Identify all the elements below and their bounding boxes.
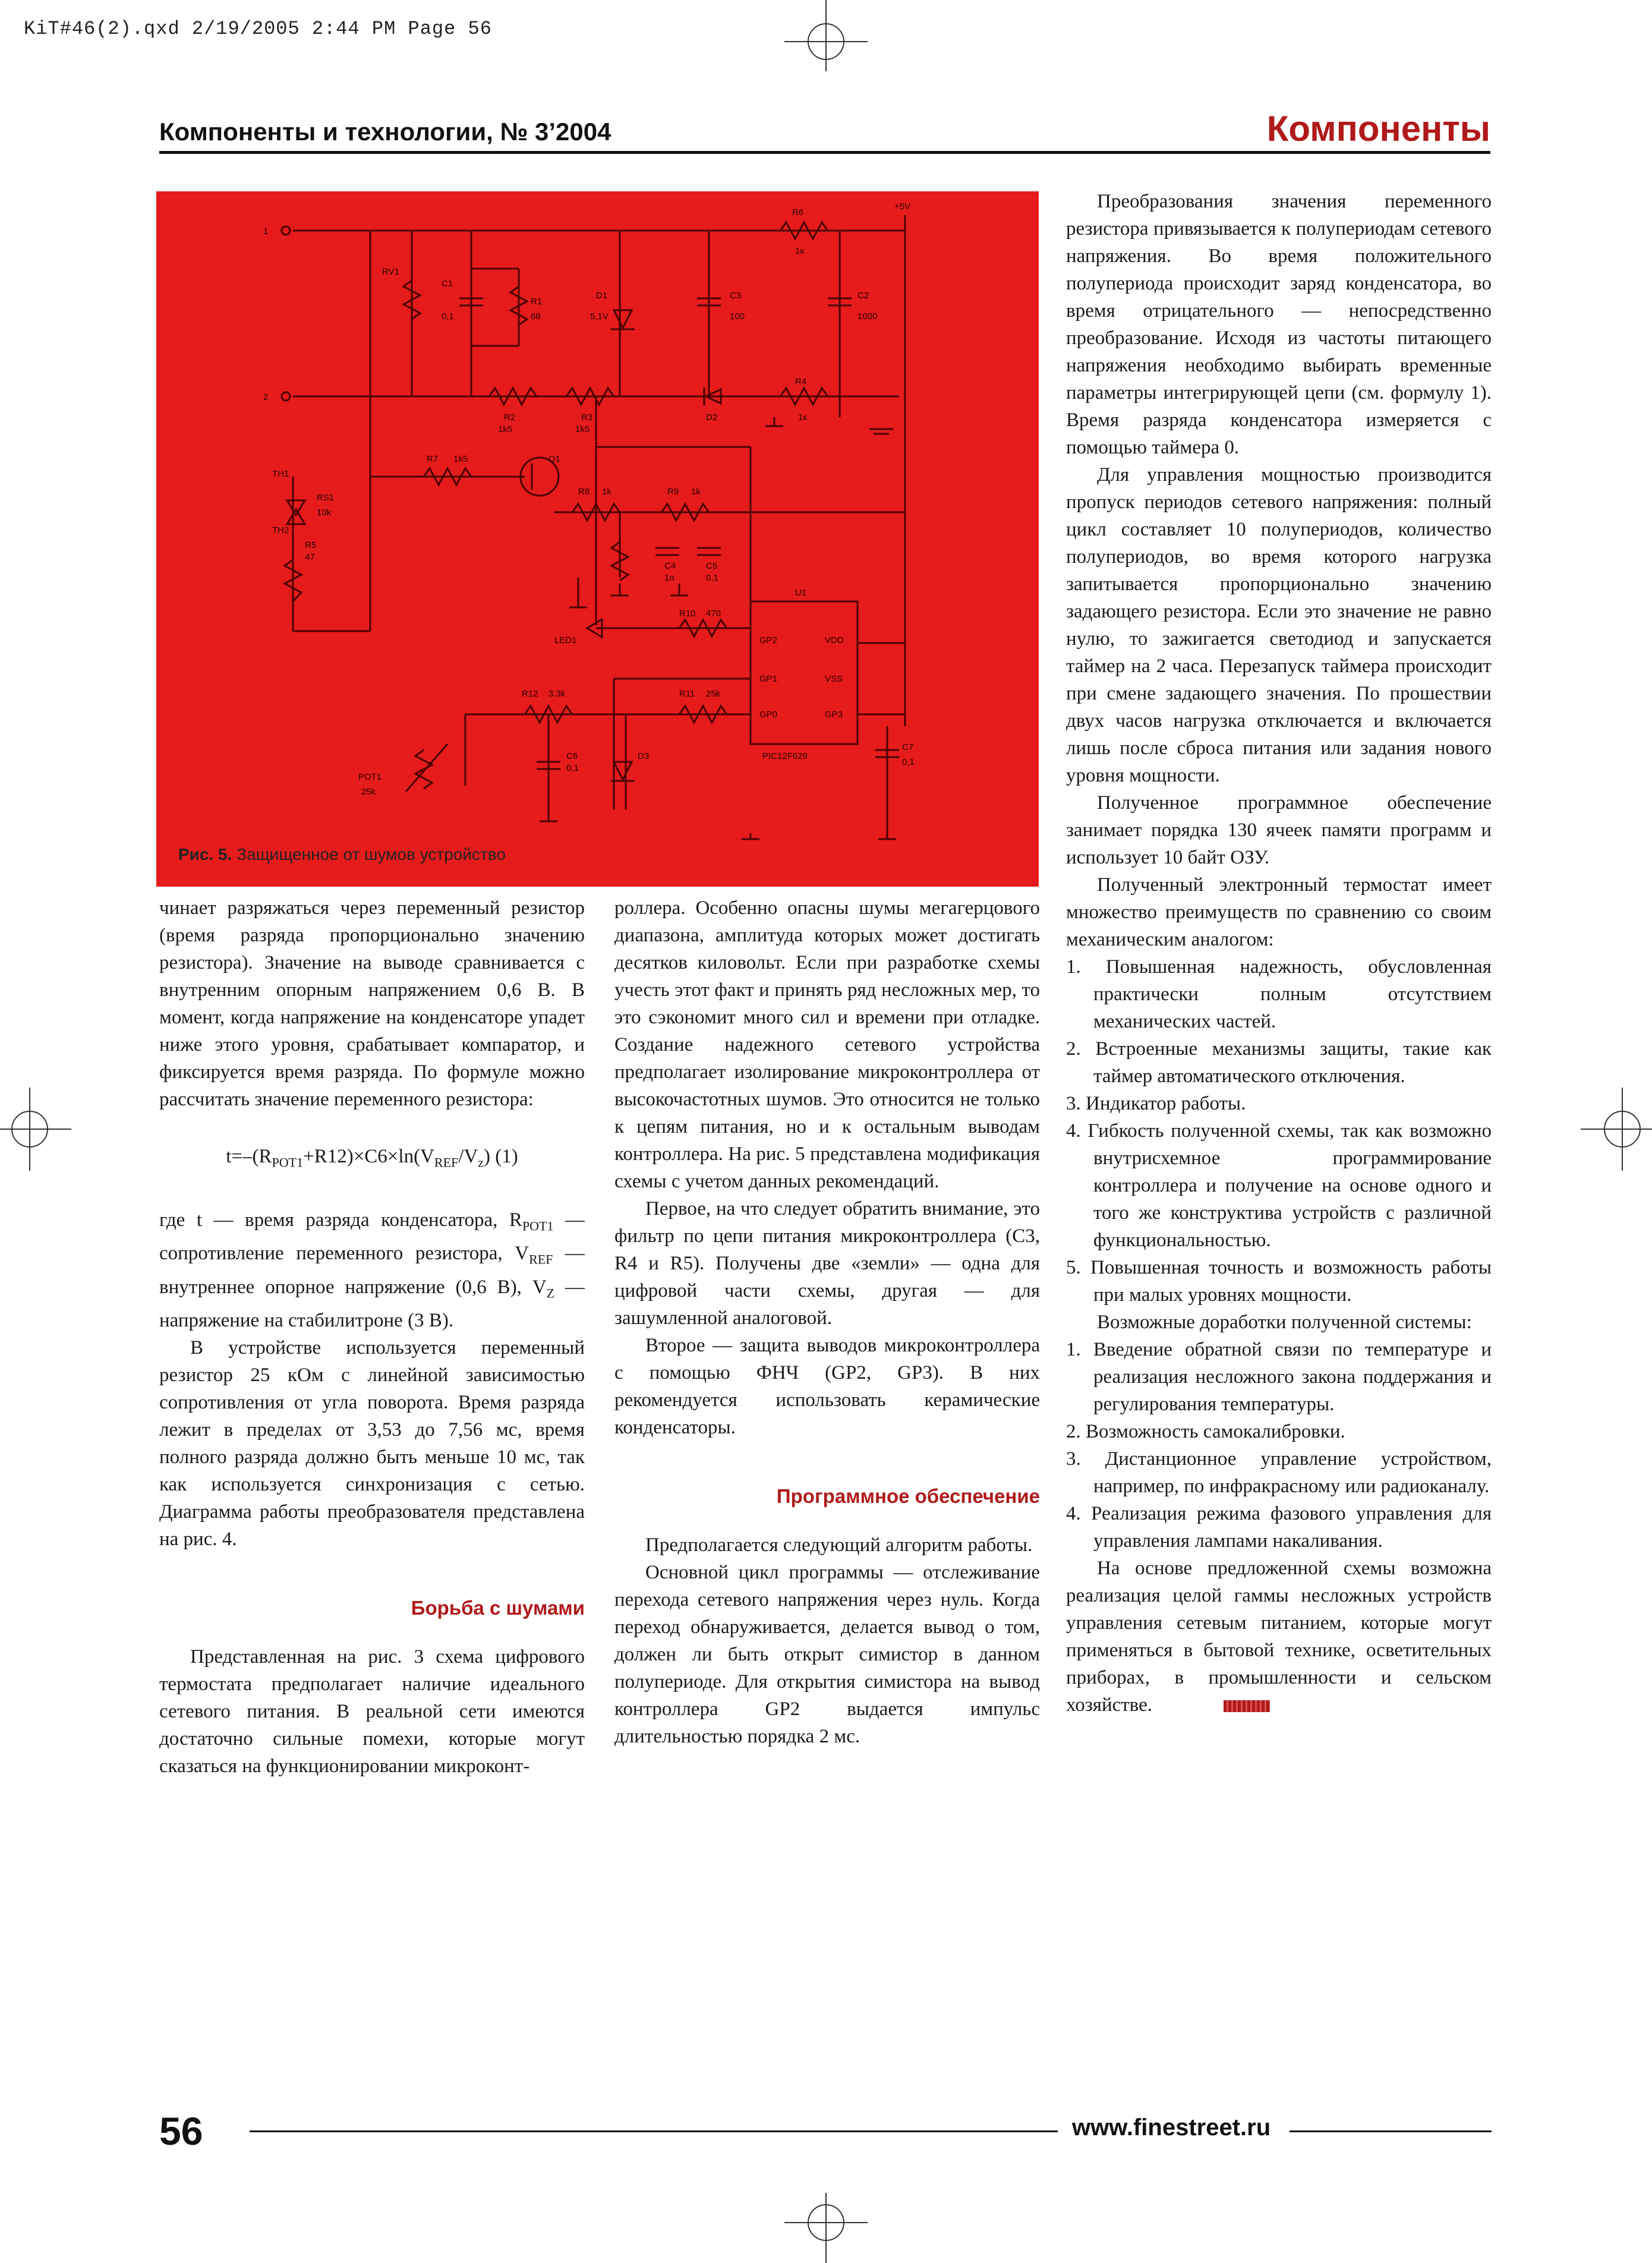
col3-paragraph-1: Преобразования значения переменного резистора привязывается к полупериодам сетевого напряжения. Во время положительного полупериода происходит заряд конденсатора, во время отрицательного — непосредственно преобразование. Исходя из частоты питающего напряжения необходимо выбирать временные параметры интегрирующей цепи (см. формулу 1). Время разряда конденсатора измеряется с помощью таймера 0. — [1066, 191, 1492, 458]
crop-mark-bottom — [767, 2193, 885, 2263]
header-rule — [159, 151, 1490, 154]
pin-gp3: GP3 — [825, 710, 843, 720]
r6-label: R6 — [792, 207, 804, 218]
r4-value: 1к — [798, 412, 807, 423]
c1-value: 0,1 — [442, 311, 454, 322]
column-3 — [1066, 188, 1492, 1719]
r11-label: R11 — [679, 689, 695, 699]
list1-item: 4. Гибкость полученной схемы, так как возможно внутрисхемное программирование контроллера и получение на основе одного и того же конструктива устройств с различной функциональностью. — [1066, 1120, 1492, 1251]
r4-label: R4 — [795, 377, 807, 387]
pin-vdd: VDD — [825, 635, 844, 645]
heading-software: Программное обеспечение — [776, 1485, 1040, 1507]
circuit-schematic — [156, 191, 1039, 887]
rs1-label: RS1 — [317, 493, 335, 503]
chip-label: PIC12F629 — [762, 751, 808, 761]
col3-paragraph-6-text: На основе предложенной схемы возможна реализация целой гаммы несложных устройств управления сетевым питанием, которые могут применяться в бытовой технике, осветительных приборах, в промышленности и сельском хозяйстве. — [1066, 1558, 1492, 1716]
r9-label: R9 — [667, 487, 679, 497]
pin-gp1: GP1 — [759, 674, 778, 684]
c3-label: C3 — [730, 291, 742, 301]
caption-text: Защищенное от шумов устройство — [232, 845, 506, 863]
col2-paragraph-1: роллера. Особенно опасны шумы мегагерцового диапазона, амплитуда которых может достигать десятков киловольт. Если при разработке схемы учесть этот факт и принять ряд несложных мер, то это сэкономит много сил и времени при отладке. Создание надежного сетевого устройства предполагает изолирование микроконтроллера от высокочастотных шумов. Это относится не только к цепям питания, но и к остальным выводам контроллера. На рис. 5 представлена модификация схемы с учетом данных рекомендаций. — [614, 897, 1040, 1192]
u1-label: U1 — [795, 588, 807, 598]
r9-value: 1k — [691, 487, 701, 497]
circuit-figure — [156, 191, 1039, 887]
r5-value: 47 — [305, 552, 315, 562]
r8-label: R8 — [578, 487, 590, 497]
d1-label: D1 — [596, 291, 608, 301]
list2-item: 4. Реализация режима фазового управления для управления лампами накаливания. — [1066, 1503, 1492, 1552]
r2-label: R2 — [504, 412, 516, 423]
r3-label: R3 — [581, 412, 593, 423]
vcc-label: +5V — [894, 201, 911, 212]
crop-mark-left — [0, 1070, 71, 1189]
c7-value: 0,1 — [902, 757, 915, 767]
file-slug: KiT#46(2).qxd 2/19/2005 2:44 PM Page 56 — [24, 18, 492, 40]
col2-paragraph-2: Первое, на что следует обратить внимание, это фильтр по цепи питания микроконтроллера (C3, R4 и R5). Получены две «земли» — одна для цифровой части схемы, другая — для зашумленной аналоговой. — [614, 1198, 1040, 1329]
r12-label: R12 — [522, 689, 538, 699]
column-1 — [159, 894, 585, 1780]
footer-url[interactable]: www.finestreet.ru — [1072, 2114, 1271, 2141]
c2-label: C2 — [857, 291, 869, 301]
page-number: 56 — [159, 2109, 203, 2153]
node-1-label: 1 — [263, 226, 269, 237]
journal-title: Компоненты и технологии, № 3’2004 — [159, 118, 611, 146]
pin-gp0: GP0 — [759, 710, 778, 720]
list2-item: 1. Введение обратной связи по температуре и реализация несложного закона поддержания и регулирования температуры. — [1066, 1339, 1492, 1415]
c6-value: 0,1 — [566, 763, 579, 773]
footer-rule-left — [250, 2130, 1058, 2132]
d2-label: D2 — [706, 412, 718, 423]
r7-label: R7 — [427, 454, 439, 464]
c1-label: C1 — [442, 279, 453, 289]
list2-item: 3. Дистанционное управление устройством, например, по инфракрасному или радиоканалу. — [1066, 1448, 1492, 1497]
c6-label: C6 — [566, 751, 578, 761]
d1-value: 5,1V — [590, 311, 609, 322]
node-2-label: 2 — [263, 392, 269, 402]
r1-value: 68 — [531, 311, 541, 322]
col1-paragraph-3: В устройстве используется переменный резистор 25 кОм с линейной зависимостью сопротивления от угла поворота. Время разряда лежит в пределах от 3,53 до 7,56 мс, время полного разряда должно быть меньше 10 мс, так как используется синхронизация с сетью. Диаграмма работы преобразователя представлена на рис. 4. — [159, 1337, 585, 1550]
pot1-value: 25k — [361, 787, 376, 797]
c5-label: C5 — [706, 561, 718, 571]
r6-value: 1к — [795, 246, 804, 256]
th1-label: TH1 — [272, 469, 289, 479]
col1-paragraph-2: где t — время разряда конденсатора, $R_{POT1}$ — сопротивление переменного резистора, $V_{REF}$ — внутреннее опорное напряжение (0,6 В), $V_Z$ — напряжение на стабилитроне (3 В). — [159, 1209, 585, 1332]
section-title: Компоненты — [1266, 109, 1490, 149]
col3-paragraph-5: Возможные доработки полученной системы: — [1097, 1312, 1472, 1333]
crop-mark-top — [767, 0, 885, 71]
c5-value: 0,1 — [706, 573, 718, 583]
list1-item: 2. Встроенные механизмы защиты, такие как таймер автоматического отключения. — [1066, 1038, 1492, 1087]
end-of-article-mark — [1224, 1700, 1270, 1712]
r2-value: 1k5 — [498, 424, 513, 434]
c4-value: 1n — [664, 573, 674, 583]
c4-label: C4 — [664, 561, 676, 571]
figure-caption — [178, 845, 506, 864]
col2-paragraph-3: Второе — защита выводов микроконтроллера с помощью ФНЧ (GP2, GP3). В них рекомендуется использовать керамические конденсаторы. — [614, 1335, 1040, 1438]
crop-mark-right — [1581, 1070, 1652, 1189]
col2-paragraph-5: Основной цикл программы — отслеживание перехода сетевого напряжения через нуль. Когда переход обнаруживается, делается вывод о том, должен ли быть открыт симистор в данном полупериоде. Для открытия симистора на вывод контроллера GP2 выдается импульс длительностью порядка 2 мс. — [614, 1562, 1040, 1747]
r3-value: 1k5 — [575, 424, 590, 434]
heading-noise: Борьба с шумами — [411, 1597, 585, 1619]
r7-value: 1k5 — [453, 454, 468, 464]
pin-vss: VSS — [825, 674, 843, 684]
rv1-label: RV1 — [382, 267, 399, 277]
r1-label: R1 — [531, 297, 543, 307]
r10-value: 470 — [706, 609, 721, 619]
col3-paragraph-3: Полученное программное обеспечение занимает порядка 130 ячеек памяти программ и использует 10 байт ОЗУ. — [1066, 792, 1492, 868]
list1-item: 5. Повышенная точность и возможность работы при малых уровнях мощности. — [1066, 1257, 1492, 1306]
list2-item: 2. Возможность самокалибровки. — [1066, 1421, 1345, 1442]
list1-item: 1. Повышенная надежность, обусловленная практически полным отсутствием механических частей. — [1066, 956, 1492, 1032]
d3-label: D3 — [638, 751, 650, 761]
list1-item: 3. Индикатор работы. — [1066, 1093, 1246, 1114]
r11-value: 25k — [706, 689, 721, 699]
caption-label: Рис. 5. — [178, 845, 232, 863]
rs1-value: 10k — [317, 508, 332, 518]
pot1-label: POT1 — [358, 772, 382, 782]
q1-label: Q1 — [548, 454, 561, 464]
col3-paragraph-2: Для управления мощностью производится пропуск периодов сетевого напряжения: полный цикл составляет 10 полупериодов, количество полупериодов, во время которого нагрузка запитывается пропорционально значению задающего резистора. Если это значение не равно нулю, то зажигается светодиод и запускается таймер на 2 часа. Перезапуск таймера происходит при смене задающего значения. По прошествии двух часов нагрузка отключается и включается лишь после сброса питания или задания нового уровня мощности. — [1066, 464, 1492, 786]
r12-value: 3.3k — [548, 689, 566, 699]
col3-paragraph-4: Полученный электронный термостат имеет множество преимуществ по сравнению со своим механическим аналогом: — [1066, 874, 1492, 950]
col2-paragraph-4: Предполагается следующий алгоритм работы. — [645, 1534, 1033, 1556]
led1-label: LED1 — [554, 635, 577, 645]
column-2 — [614, 894, 1040, 1750]
col1-paragraph-4: Представленная на рис. 3 схема цифрового термостата предполагает наличие идеального сетевого питания. В реальной сети имеются достаточно сильные помехи, которые могут сказаться на функционировании микроконт- — [159, 1646, 585, 1777]
col3-paragraph-6 — [1066, 1555, 1492, 1719]
c2-value: 1000 — [857, 311, 878, 322]
pin-gp2: GP2 — [759, 635, 778, 645]
formula-1: $t=-(R_{POT1}+R12)\times C6\times\ln(V_{REF}/V_z)$ (1) — [226, 1146, 518, 1170]
r5-label: R5 — [305, 540, 317, 550]
th2-label: TH2 — [272, 525, 289, 535]
c3-value: 100 — [730, 311, 745, 322]
r10-label: R10 — [679, 609, 696, 619]
r8-value: 1k — [602, 487, 611, 497]
footer-rule-right — [1290, 2130, 1492, 2132]
c7-label: C7 — [902, 742, 914, 752]
col1-paragraph-1: чинает разряжаться через переменный резистор (время разряда пропорционально значению резистора). Значение на выводе сравнивается с внутренним опорным напряжением 0,6 В. В момент, когда напряжение на конденсаторе упадет ниже этого уровня, срабатывает компаратор, и фиксируется время разряда. По формуле можно рассчитать значение переменного резистора: — [159, 897, 585, 1110]
